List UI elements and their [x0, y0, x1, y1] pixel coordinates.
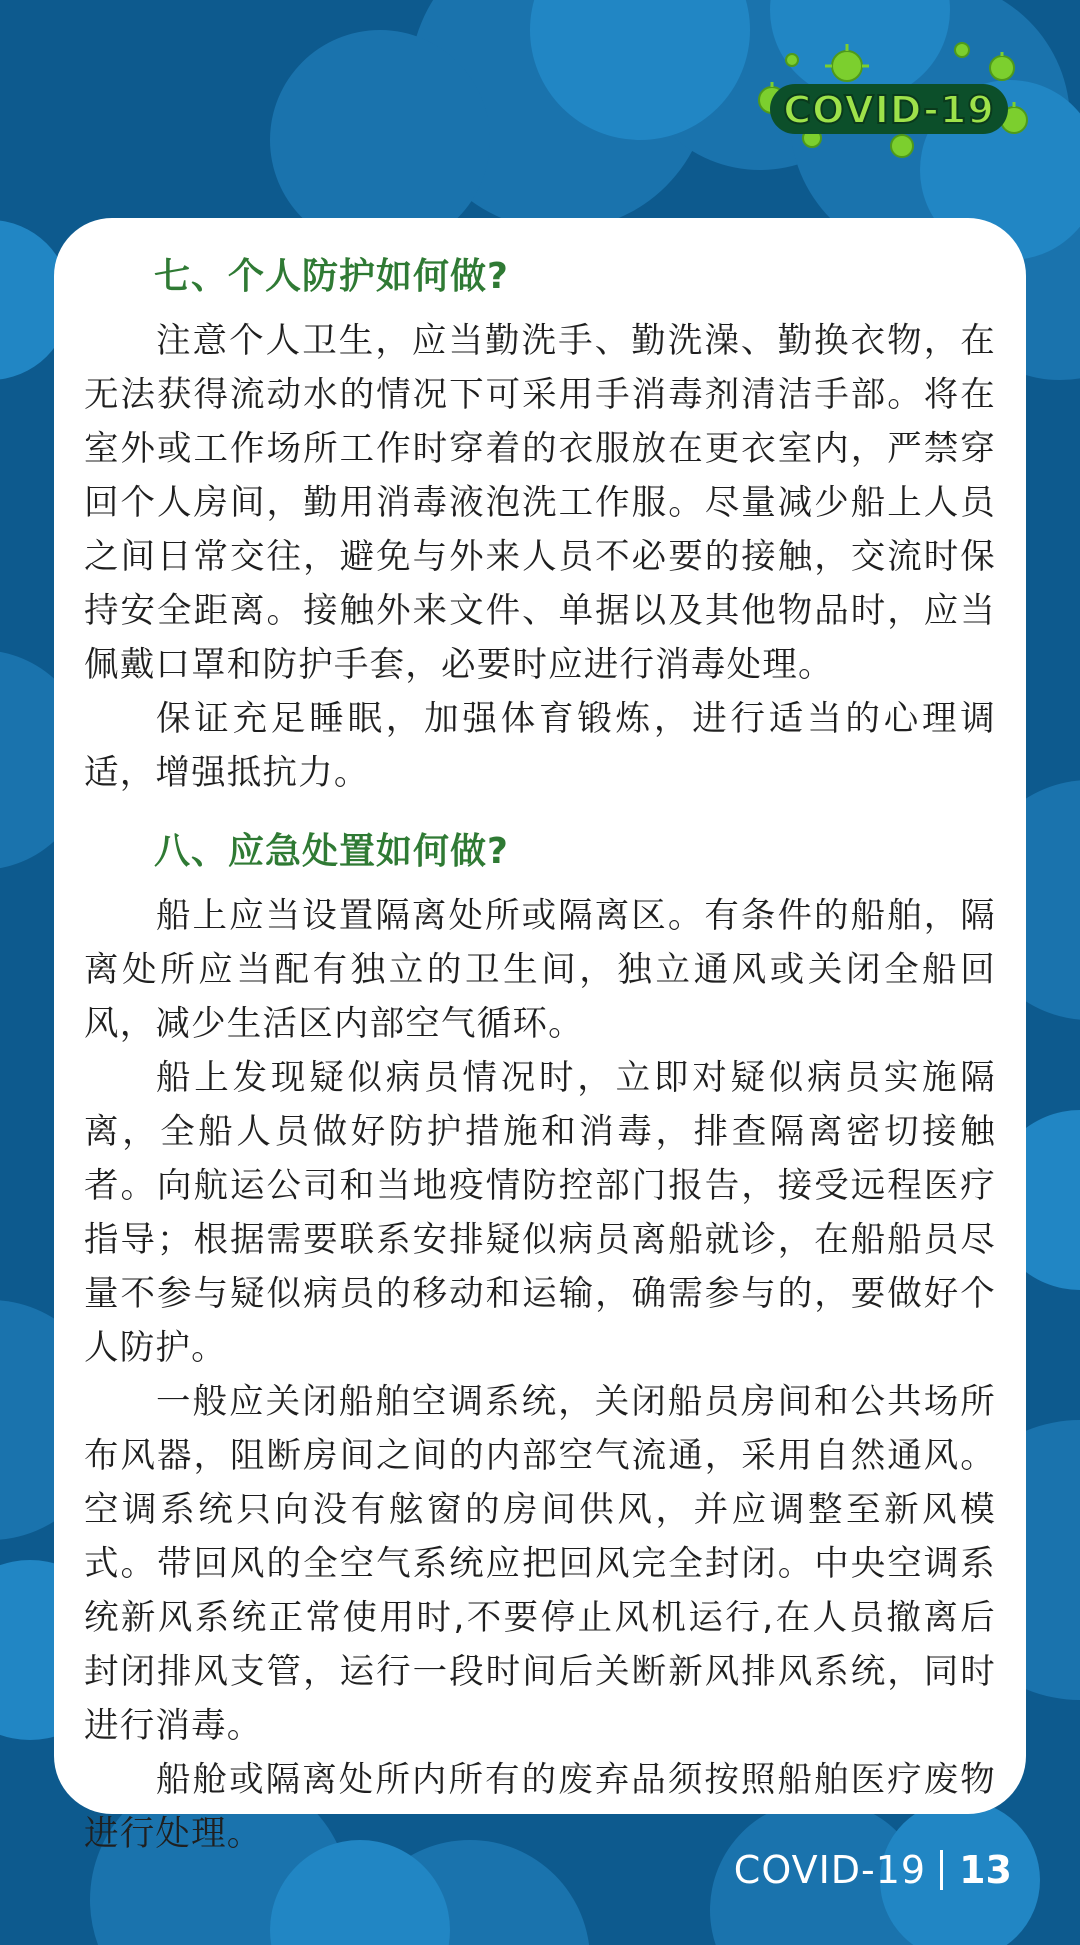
page-footer: [734, 1845, 1012, 1895]
paragraph: 注意个人卫生，应当勤洗手、勤洗澡、勤换衣物，在无法获得流动水的情况下可采用手消毒剂清洁手部。将在室外或工作场所工作时穿着的衣服放在更衣室内，严禁穿回个人房间，勤用消毒液泡洗工作服。尽量减少船上人员之间日常交往，避免与外来人员不必要的接触，交流时保持安全距离。接触外来文件、单据以及其他物品时，应当佩戴口罩和防护手套，必要时应进行消毒处理。: [84, 321, 996, 685]
paragraph: 保证充足睡眠，加强体育锻炼，进行适当的心理调适，增强抵抗力。: [84, 699, 996, 793]
page-number: 13: [959, 1848, 1012, 1892]
section-emergency-response: [84, 826, 996, 1861]
content-card: [54, 218, 1026, 1854]
logo-text: COVID-19: [783, 88, 995, 132]
footer-label: COVID-19: [733, 1848, 927, 1892]
section-heading: 八、应急处置如何做?: [154, 831, 509, 872]
section-personal-protection: [84, 251, 996, 800]
footer-divider: [940, 1850, 943, 1890]
paragraph: 船上应当设置隔离处所或隔离区。有条件的船舶，隔离处所应当配有独立的卫生间，独立通风或关闭全船回风，减少生活区内部空气循环。: [84, 896, 996, 1044]
covid-19-logo: [752, 38, 1032, 168]
section-heading: 七、个人防护如何做?: [154, 256, 509, 297]
paragraph: 船上发现疑似病员情况时，立即对疑似病员实施隔离，全船人员做好防护措施和消毒，排查隔离密切接触者。向航运公司和当地疫情防控部门报告，接受远程医疗指导；根据需要联系安排疑似病员离船就诊，在船船员尽量不参与疑似病员的移动和运输，确需参与的，要做好个人防护。: [84, 1058, 996, 1368]
paragraph: 船舱或隔离处所内所有的废弃品须按照船舶医疗废物进行处理。: [84, 1760, 996, 1854]
paragraph: 一般应关闭船舶空调系统，关闭船员房间和公共场所布风器，阻断房间之间的内部空气流通，采用自然通风。空调系统只向没有舷窗的房间供风，并应调整至新风模式。带回风的全空气系统应把回风完全封闭。中央空调系统新风系统正常使用时,不要停止风机运行,在人员撤离后封闭排风支管，运行一段时间后关断新风排风系统，同时进行消毒。: [84, 1382, 996, 1746]
